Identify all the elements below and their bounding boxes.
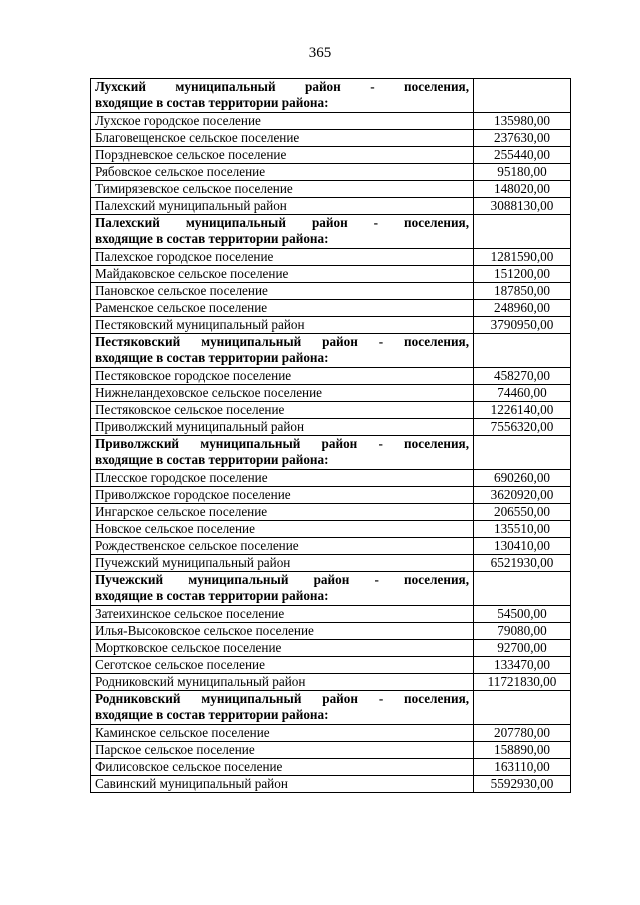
section-header-line1: Приволжский муниципальный район - поселения,: [95, 436, 469, 451]
settlement-name-cell: Каминское сельское поселение: [91, 725, 474, 742]
table-row: [91, 317, 571, 334]
section-header-line2: входящие в состав территории района:: [95, 588, 329, 603]
amount-cell: 74460,00: [474, 385, 571, 402]
amount-cell: [474, 215, 571, 249]
settlement-name-cell: Савинский муниципальный район: [91, 776, 474, 793]
amount-cell: 158890,00: [474, 742, 571, 759]
amount-cell: 248960,00: [474, 300, 571, 317]
settlement-name-cell: Ингарское сельское поселение: [91, 504, 474, 521]
section-header-line1: Родниковский муниципальный район - поселения,: [95, 691, 469, 706]
table-row: [91, 657, 571, 674]
settlement-name-cell: Пановское сельское поселение: [91, 283, 474, 300]
table-row: [91, 470, 571, 487]
table-row: [91, 419, 571, 436]
amount-cell: 95180,00: [474, 164, 571, 181]
table-row: [91, 640, 571, 657]
amount-cell: [474, 334, 571, 368]
section-header-line2: входящие в состав территории района:: [95, 95, 329, 110]
settlement-name-cell: Пестяковское городское поселение: [91, 368, 474, 385]
settlement-name-cell: Раменское сельское поселение: [91, 300, 474, 317]
section-header-cell: [91, 334, 474, 368]
table-row: [91, 266, 571, 283]
table-row: [91, 181, 571, 198]
section-header-line1: Пестяковский муниципальный район - поселения,: [95, 334, 469, 349]
table-row: [91, 606, 571, 623]
table-row: [91, 300, 571, 317]
amount-cell: 133470,00: [474, 657, 571, 674]
section-header-line2: входящие в состав территории района:: [95, 452, 329, 467]
table-row: [91, 725, 571, 742]
settlement-name-cell: Парское сельское поселение: [91, 742, 474, 759]
settlement-name-cell: Пестяковский муниципальный район: [91, 317, 474, 334]
section-header-cell: [91, 215, 474, 249]
settlement-name-cell: Майдаковское сельское поселение: [91, 266, 474, 283]
table-row: [91, 402, 571, 419]
table-row: [91, 521, 571, 538]
table-row: [91, 759, 571, 776]
amount-cell: 1281590,00: [474, 249, 571, 266]
section-header-line1: Пучежский муниципальный район - поселения,: [95, 572, 469, 587]
settlement-name-cell: Новское сельское поселение: [91, 521, 474, 538]
district-section-header: [91, 436, 571, 470]
amount-cell: 3790950,00: [474, 317, 571, 334]
table-row: [91, 130, 571, 147]
table-row: [91, 623, 571, 640]
table-row: [91, 674, 571, 691]
amount-cell: 255440,00: [474, 147, 571, 164]
amount-cell: 458270,00: [474, 368, 571, 385]
settlement-name-cell: Палехский муниципальный район: [91, 198, 474, 215]
allocation-table-body: [91, 79, 571, 793]
section-header-line1: Палехский муниципальный район - поселения,: [95, 215, 469, 230]
amount-cell: 148020,00: [474, 181, 571, 198]
settlement-name-cell: Затеихинское сельское поселение: [91, 606, 474, 623]
settlement-name-cell: Плесское городское поселение: [91, 470, 474, 487]
amount-cell: 3088130,00: [474, 198, 571, 215]
table-row: [91, 776, 571, 793]
table-row: [91, 538, 571, 555]
section-header-cell: [91, 436, 474, 470]
amount-cell: 6521930,00: [474, 555, 571, 572]
amount-cell: 135510,00: [474, 521, 571, 538]
section-header-line2: входящие в состав территории района:: [95, 231, 329, 246]
settlement-name-cell: Илья-Высоковское сельское поселение: [91, 623, 474, 640]
amount-cell: 130410,00: [474, 538, 571, 555]
settlement-name-cell: Порздневское сельское поселение: [91, 147, 474, 164]
table-row: [91, 249, 571, 266]
amount-cell: 3620920,00: [474, 487, 571, 504]
table-row: [91, 368, 571, 385]
allocation-table: [90, 78, 571, 793]
table-row: [91, 283, 571, 300]
settlement-name-cell: Тимирязевское сельское поселение: [91, 181, 474, 198]
amount-cell: [474, 691, 571, 725]
amount-cell: 135980,00: [474, 113, 571, 130]
amount-cell: 7556320,00: [474, 419, 571, 436]
table-row: [91, 147, 571, 164]
amount-cell: 1226140,00: [474, 402, 571, 419]
table-row: [91, 555, 571, 572]
settlement-name-cell: Сеготское сельское поселение: [91, 657, 474, 674]
amount-cell: [474, 572, 571, 606]
settlement-name-cell: Мортковское сельское поселение: [91, 640, 474, 657]
table-row: [91, 164, 571, 181]
amount-cell: 237630,00: [474, 130, 571, 147]
amount-cell: 54500,00: [474, 606, 571, 623]
table-row: [91, 198, 571, 215]
amount-cell: 5592930,00: [474, 776, 571, 793]
settlement-name-cell: Родниковский муниципальный район: [91, 674, 474, 691]
district-section-header: [91, 334, 571, 368]
district-section-header: [91, 215, 571, 249]
amount-cell: 151200,00: [474, 266, 571, 283]
section-header-line2: входящие в состав территории района:: [95, 707, 329, 722]
settlement-name-cell: Нижнеландеховское сельское поселение: [91, 385, 474, 402]
amount-cell: 206550,00: [474, 504, 571, 521]
section-header-cell: [91, 691, 474, 725]
section-header-line1: Лухский муниципальный район - поселения,: [95, 79, 469, 94]
district-section-header: [91, 691, 571, 725]
amount-cell: 207780,00: [474, 725, 571, 742]
settlement-name-cell: Филисовское сельское поселение: [91, 759, 474, 776]
amount-cell: 163110,00: [474, 759, 571, 776]
table-row: [91, 113, 571, 130]
settlement-name-cell: Лухское городское поселение: [91, 113, 474, 130]
amount-cell: 11721830,00: [474, 674, 571, 691]
section-header-cell: [91, 572, 474, 606]
table-row: [91, 487, 571, 504]
section-header-line2: входящие в состав территории района:: [95, 350, 329, 365]
district-section-header: [91, 572, 571, 606]
settlement-name-cell: Приволжское городское поселение: [91, 487, 474, 504]
table-row: [91, 742, 571, 759]
amount-cell: 187850,00: [474, 283, 571, 300]
page-number: 365: [308, 45, 332, 61]
amount-cell: 690260,00: [474, 470, 571, 487]
settlement-name-cell: Приволжский муниципальный район: [91, 419, 474, 436]
amount-cell: 92700,00: [474, 640, 571, 657]
district-section-header: [91, 79, 571, 113]
table-row: [91, 504, 571, 521]
amount-cell: [474, 436, 571, 470]
section-header-cell: [91, 79, 474, 113]
settlement-name-cell: Палехское городское поселение: [91, 249, 474, 266]
amount-cell: 79080,00: [474, 623, 571, 640]
table-row: [91, 385, 571, 402]
settlement-name-cell: Пестяковское сельское поселение: [91, 402, 474, 419]
amount-cell: [474, 79, 571, 113]
settlement-name-cell: Пучежский муниципальный район: [91, 555, 474, 572]
settlement-name-cell: Рябовское сельское поселение: [91, 164, 474, 181]
settlement-name-cell: Рождественское сельское поселение: [91, 538, 474, 555]
settlement-name-cell: Благовещенское сельское поселение: [91, 130, 474, 147]
